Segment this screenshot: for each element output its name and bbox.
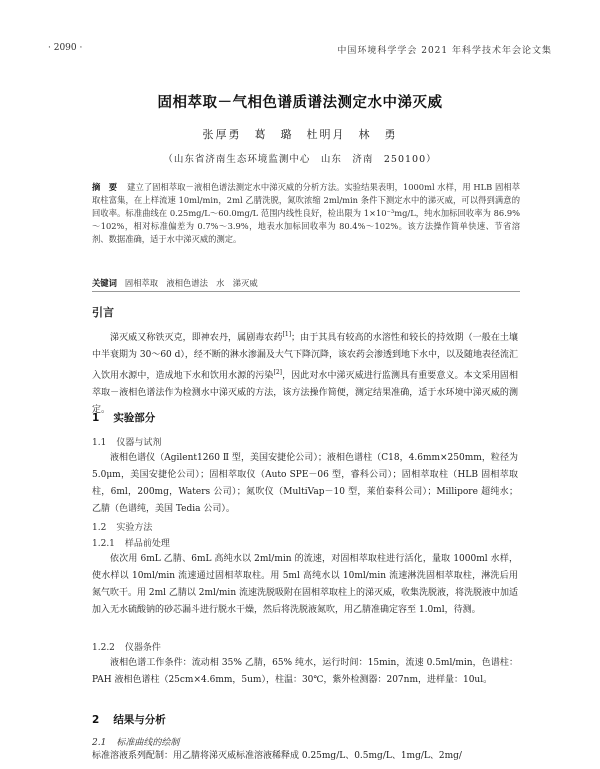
intro-text-2: ；由于其具有较高的水溶性和较长的持效期（一般在土壤中半衰期为 30～60 d），经不断的淋水渗漏及大气下降沉降，该农药会渗透到地下水中，以及随地表径流汇入饮用水源中，造成地下水和饮用水源的污染 <box>92 333 518 381</box>
subsection-title: 仪器与试剂 <box>116 438 162 448</box>
citation-1: [1] <box>282 331 292 338</box>
section-1-heading <box>92 410 155 425</box>
proceedings-title: 中国环境科学学会 2021 年科学技术年会论文集 <box>337 46 552 56</box>
pretreatment-paragraph: 依次用 6mL 乙腈、6mL 高纯水以 2ml/min 的流速，对固相萃取柱进行活化，量取 1000ml 水样，使水样以 10ml/min 流速通过固相萃取柱。用 5ml 高纯水以 10ml/min 流速淋洗固相萃取柱，淋洗后用氮气吹干。用 2ml 乙腈以 2ml/min 流速洗脱吸附在固相萃取柱上的涕灭威，收集洗脱液，将洗脱液中加适加入无水硫酸钠的砂芯漏斗进行脱水干燥，然后将洗脱液氮吹，用乙腈准确定容至 1.0ml，待测。 <box>92 554 518 615</box>
subsection-1-2-2-heading <box>92 640 161 653</box>
subsection-1-1-heading <box>92 435 161 448</box>
subsection-number: 1.1 <box>92 438 107 448</box>
section-2-heading <box>92 712 166 727</box>
subsection-number: 1.2 <box>92 523 107 533</box>
subsection-title: 仪器条件 <box>124 643 161 653</box>
subsection-title: 样品前处理 <box>124 539 170 549</box>
section-number: 2 <box>92 714 100 726</box>
subsection-title: 标准曲线的绘制 <box>116 738 180 748</box>
intro-paragraph <box>92 326 518 419</box>
section-number: 1 <box>92 412 100 424</box>
calibration-paragraph: 标准溶液系列配制：用乙腈将涕灭威标准溶液稀释成 0.25mg/L、0.5mg/L、1mg/L、2mg/ <box>92 751 462 761</box>
subsection-2-1-heading <box>92 735 179 748</box>
subsection-1-2-heading <box>92 520 152 533</box>
subsection-1-2-1-heading <box>92 536 170 549</box>
keywords <box>92 277 520 290</box>
keywords-label: 关键词 <box>92 278 117 288</box>
authors: 张厚勇 葛 璐 杜明月 林 勇 <box>202 128 398 141</box>
subsection-number: 1.2.1 <box>92 539 115 549</box>
intro-text-1: 涕灭威又称铁灭克，即神农丹，属剧毒农药 <box>110 333 283 343</box>
instrument-conditions-paragraph: 液相色谱工作条件：流动相 35% 乙腈，65% 纯水，运行时间：15min，流速 0.5ml/min，色谱柱：PAH 液相色谱柱（25cm×4.6mm，5um），柱温：30℃，紫外检测器：207nm，进样量：10ul。 <box>92 658 518 685</box>
intro-text-3: ，因此对水中涕灭威进行监测具有重要意义。本文采用固相萃取－液相色谱法作为检测水中涕灭威的方法，该方法操作简便，测定结果准确，适于水环境中涕灭威的测定。 <box>92 371 518 415</box>
running-header <box>48 43 552 56</box>
subsection-title: 实验方法 <box>116 523 153 533</box>
keywords-text: 固相萃取 液相色谱法 水 涕灭威 <box>124 278 258 288</box>
subsection-number: 2.1 <box>92 738 107 748</box>
paper-title: 固相萃取－气相色谱质谱法测定水中涕灭威 <box>157 95 443 111</box>
citation-2: [2] <box>273 369 283 376</box>
abstract <box>92 181 520 246</box>
abstract-text: 建立了固相萃取－液相色谱法测定水中涕灭威的分析方法。实验结果表明，1000ml 水样，用 HLB 固相萃取柱富集，在上样流速 10ml/min，2ml 乙腈洗脱，氮吹浓缩 2ml/min 条件下测定水中的涕灭威，可以得到满意的回收率。标准曲线在 0.25mg/L～60.0mg/L 范围内线性良好，检出限为 1×10⁻³mg/L，纯水加标回收率为 86.9%～102%，相对标准偏差为 0.7%～3.9%，地表水加标回收率为 80.4%～102%。该方法操作简单快速、节省溶剂、数据准确，适于水中涕灭威的测定。 <box>92 182 520 244</box>
instruments-paragraph: 液相色谱仪（Agilent1260 Ⅱ 型，美国安捷伦公司）；液相色谱柱（C18，4.6mm×250mm，粒径为 5.0μm，美国安捷伦公司）；固相萃取仪（Auto SPE－06 型，睿科公司）；固相萃取柱（HLB 固相萃取柱，6ml，200mg，Waters 公司）；氮吹仪（MultiVap－10 型，莱伯泰科公司）；Millipore 超纯水；乙腈（色谱纯，美国 Tedia 公司）。 <box>92 453 518 514</box>
section-title: 结果与分析 <box>113 714 166 726</box>
subsection-number: 1.2.2 <box>92 643 115 653</box>
divider <box>92 291 520 292</box>
section-title: 实验部分 <box>113 412 156 424</box>
intro-heading: 引言 <box>92 306 114 319</box>
abstract-label: 摘 要 <box>92 182 118 192</box>
affiliation: （山东省济南生态环境监测中心 山东 济南 250100） <box>163 154 437 165</box>
page-number: · 2090 · <box>48 43 83 53</box>
